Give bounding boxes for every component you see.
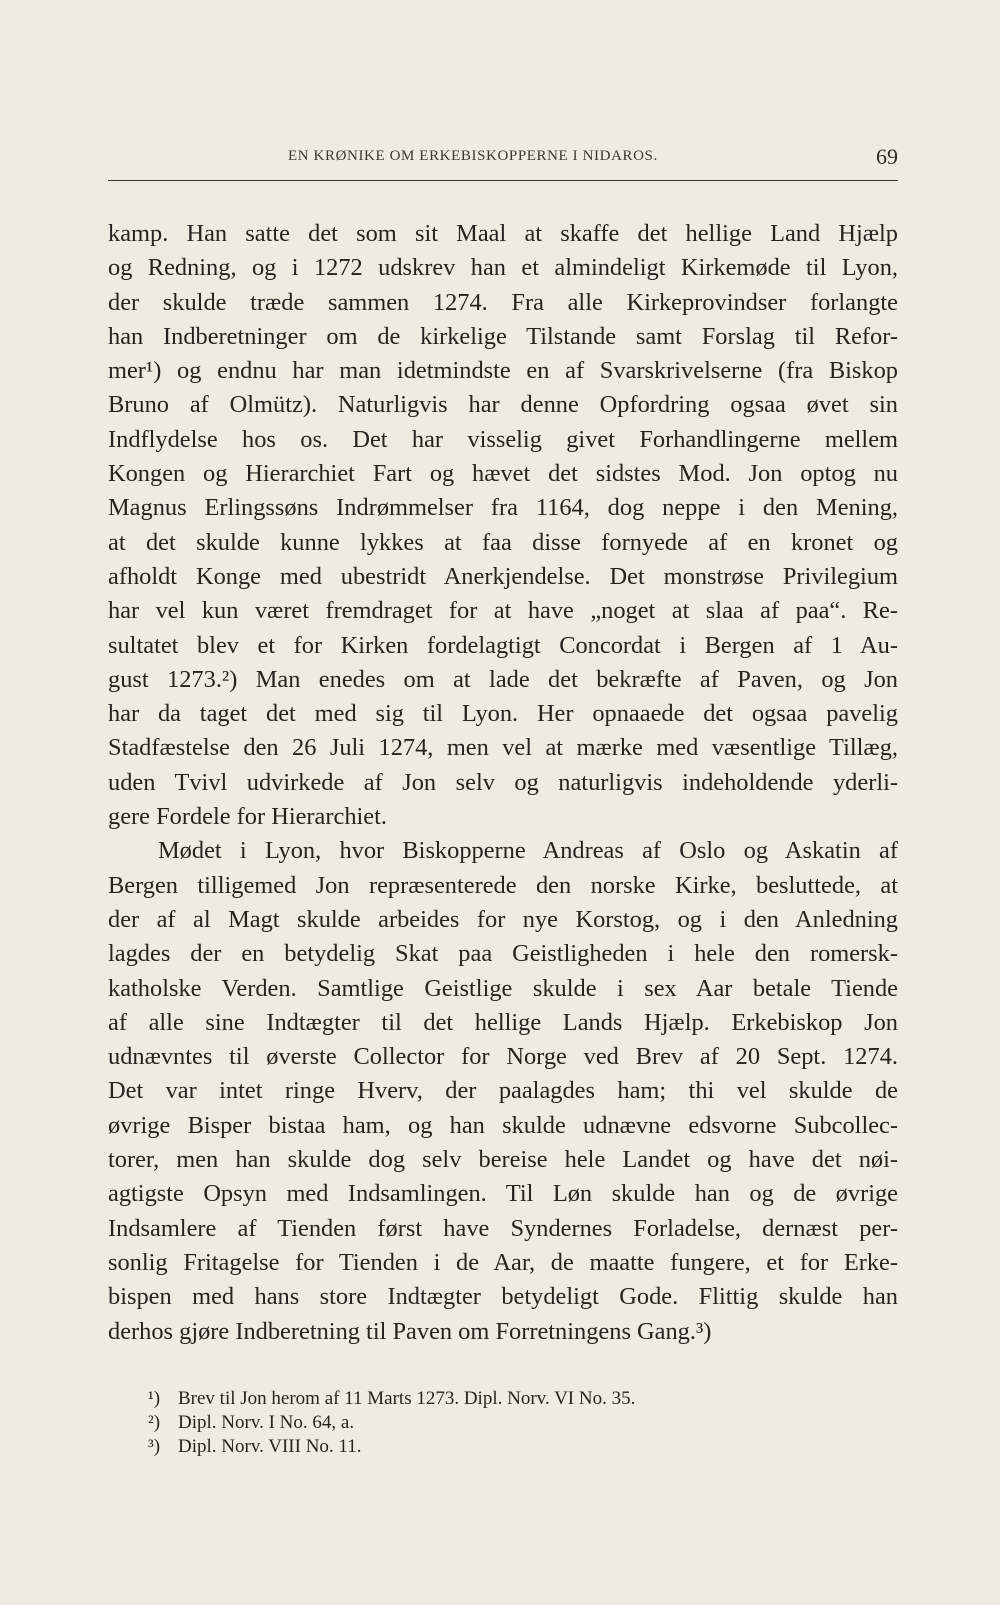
text-line: kamp. Han satte det som sit Maal at skaffe det hellige Land Hjælp — [108, 220, 898, 247]
running-header — [108, 144, 898, 181]
page-number: 69 — [876, 144, 898, 169]
footnote — [148, 1387, 888, 1411]
text-line: bispen med hans store Indtægter betydeligt Gode. Flittig skulde han — [108, 1283, 898, 1311]
text-line: Indflydelse hos os. Det har visselig givet Forhandlingerne mellem — [108, 425, 898, 453]
text-line: sonlig Fritagelse for Tienden i de Aar, de maatte fungere, et for Erke- — [108, 1248, 898, 1276]
text-line: Magnus Erlingssøns Indrømmelser fra 1164, dog neppe i den Mening, — [108, 494, 898, 522]
text-line: lagdes der en betydelig Skat paa Geistligheden i hele den romersk- — [108, 940, 898, 968]
text-line: katholske Verden. Samtlige Geistlige skulde i sex Aar betale Tiende — [108, 974, 898, 1002]
text-line: gere Fordele for Hierarchiet. — [108, 803, 387, 831]
footnote-text: Dipl. Norv. I No. 64, a. — [178, 1412, 355, 1433]
footnote-text: Dipl. Norv. VIII No. 11. — [178, 1436, 362, 1457]
footnote — [148, 1411, 888, 1435]
text-line: agtigste Opsyn med Indsamlingen. Til Løn skulde han og de øvrige — [108, 1180, 898, 1208]
text-line: uden Tvivl udvirkede af Jon selv og naturligvis indeholdende yderli- — [108, 768, 898, 796]
text-line: derhos gjøre Indberetning til Paven om Forretningens Gang.³) — [108, 1317, 712, 1345]
footnote-marker: ¹) — [148, 1388, 161, 1409]
text-line: Indsamlere af Tienden først have Syndernes Forladelse, dernæst per- — [108, 1214, 898, 1242]
text-line: at det skulde kunne lykkes at faa disse fornyede af en kronet og — [108, 528, 898, 556]
text-line: øvrige Bisper bistaa ham, og han skulde udnævne edsvorne Subcollec- — [108, 1111, 898, 1139]
footnote-marker: ²) — [148, 1412, 161, 1433]
text-line: Mødet i Lyon, hvor Biskopperne Andreas af Oslo og Askatin af — [158, 837, 898, 865]
text-line: Det var intet ringe Hverv, der paalagdes ham; thi vel skulde de — [108, 1077, 898, 1105]
text-line: har vel kun været fremdraget for at have „noget at slaa af paa“. Re- — [108, 597, 898, 625]
text-line: afholdt Konge med ubestridt Anerkjendelse. Det monstrøse Privilegium — [108, 562, 898, 590]
text-line: Kongen og Hierarchiet Fart og hævet det sidstes Mod. Jon optog nu — [108, 460, 898, 488]
text-line: der af al Magt skulde arbeides for nye Korstog, og i den Anledning — [108, 905, 898, 933]
text-line: Bruno af Olmütz). Naturligvis har denne Opfordring ogsaa øvet sin — [108, 391, 898, 419]
text-line: der skulde træde sammen 1274. Fra alle Kirkeprovindser forlangte — [108, 288, 898, 316]
text-line: Bergen tilligemed Jon repræsenterede den norske Kirke, besluttede, at — [108, 871, 898, 899]
text-line: gust 1273.²) Man enedes om at lade det bekræfte af Paven, og Jon — [108, 665, 898, 693]
text-line: af alle sine Indtægter til det hellige Lands Hjælp. Erkebiskop Jon — [108, 1008, 898, 1036]
text-line: mer¹) og endnu har man idetmindste en af Svarskrivelserne (fra Biskop — [108, 357, 898, 385]
text-line: udnævntes til øverste Collector for Norge ved Brev af 20 Sept. 1274. — [108, 1043, 898, 1071]
footnote-marker: ³) — [148, 1436, 161, 1457]
text-line: Stadfæstelse den 26 Juli 1274, men vel at mærke med væsentlige Tillæg, — [108, 734, 898, 762]
text-line: sultatet blev et for Kirken fordelagtigt Concordat i Bergen af 1 Au- — [108, 631, 898, 659]
running-title: EN KRØNIKE OM ERKEBISKOPPERNE I NIDAROS. — [288, 148, 658, 164]
text-line: har da taget det med sig til Lyon. Her opnaaede det ogsaa pavelig — [108, 700, 898, 728]
text-line: og Redning, og i 1272 udskrev han et almindeligt Kirkemøde til Lyon, — [108, 254, 898, 282]
footnote — [148, 1435, 888, 1459]
text-line: torer, men han skulde dog selv bereise hele Landet og have det nøi- — [108, 1146, 898, 1174]
body-text — [108, 217, 898, 1349]
footnotes — [148, 1387, 888, 1459]
footnote-text: Brev til Jon herom af 11 Marts 1273. Dipl. Norv. VI No. 35. — [178, 1388, 636, 1409]
text-line: han Indberetninger om de kirkelige Tilstande samt Forslag til Refor- — [108, 322, 898, 350]
